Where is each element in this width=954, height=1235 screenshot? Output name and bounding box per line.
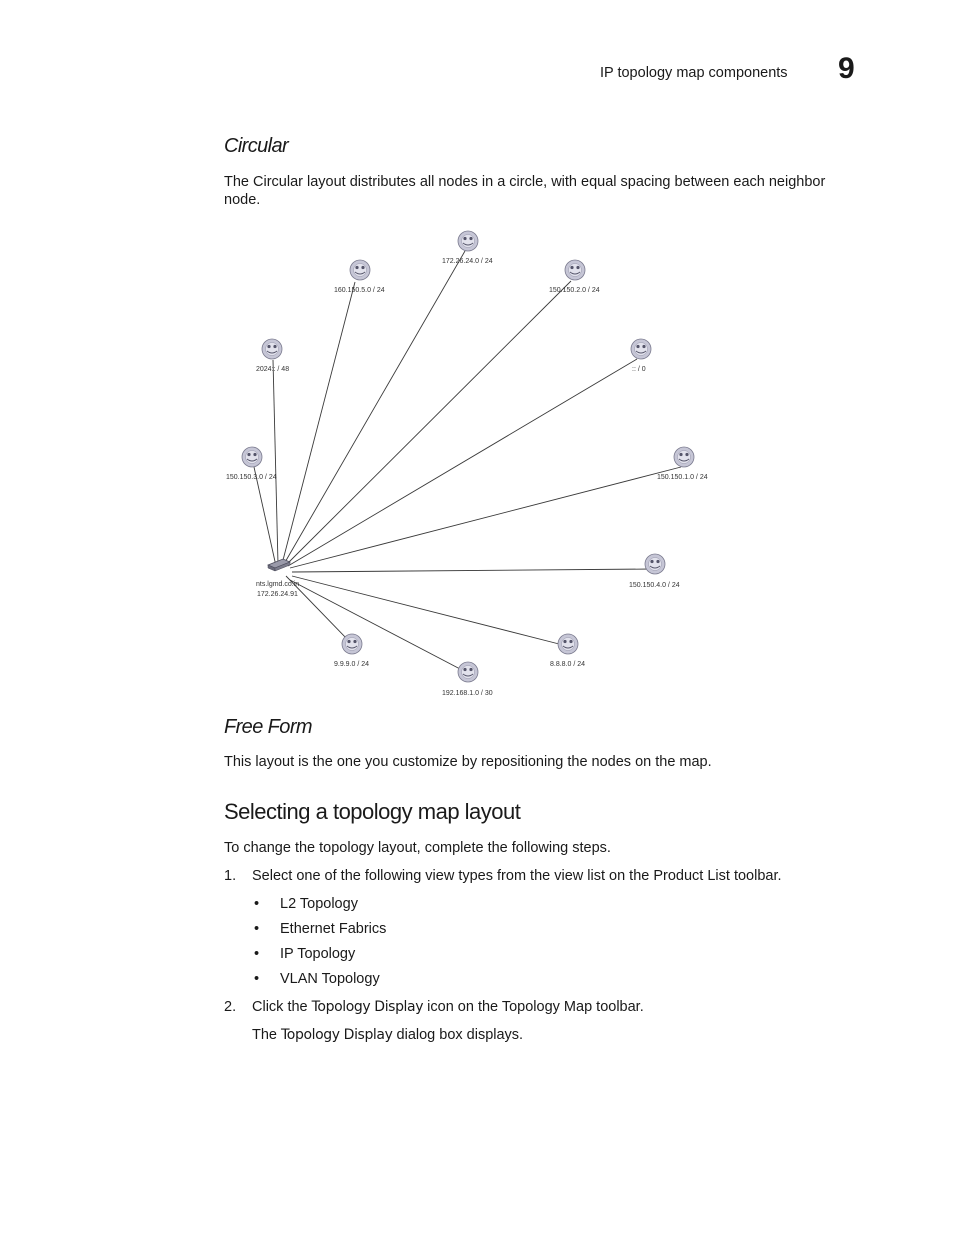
step-text: Select one of the following view types from the view list on the Product List toolbar. <box>252 868 782 884</box>
step-text <box>252 998 852 1016</box>
bullet-item: L2 Topology <box>280 896 358 912</box>
ui-term: Topology Display <box>281 1027 393 1043</box>
network-node-icon <box>674 447 694 467</box>
network-node-icon <box>350 260 370 280</box>
node-label: 150.150.4.0 / 24 <box>629 582 680 589</box>
center-node-label-ip: 172.26.24.91 <box>257 591 298 598</box>
node-label: 2024:: / 48 <box>256 366 290 373</box>
bullet-marker: • <box>254 921 260 937</box>
network-node-icon <box>458 231 478 251</box>
node-label: 150.150.1.0 / 24 <box>657 474 708 481</box>
free-form-heading: Free Form <box>224 716 312 738</box>
center-switch-icon <box>268 559 290 571</box>
chapter-number: 9 <box>838 52 855 85</box>
network-node-icon <box>565 260 585 280</box>
node-label: :: / 0 <box>632 366 646 373</box>
circular-heading: Circular <box>224 135 289 157</box>
network-node-icon <box>645 554 665 574</box>
step-text-pre: Click the <box>252 999 312 1015</box>
network-node-icon <box>262 339 282 359</box>
bullet-marker: • <box>254 896 260 912</box>
network-node-icon <box>558 634 578 654</box>
step-result-text <box>252 1026 852 1044</box>
section-heading: Selecting a topology map layout <box>224 799 521 824</box>
bullet-item: Ethernet Fabrics <box>280 921 387 937</box>
bullet-item: VLAN Topology <box>280 971 380 987</box>
node-label: 150.150.2.0 / 24 <box>549 287 600 294</box>
step-number: 2. <box>224 999 237 1015</box>
bullet-item: IP Topology <box>280 946 356 962</box>
node-label: 150.150.3.0 / 24 <box>226 474 277 481</box>
step-result-pre: The <box>252 1027 282 1043</box>
bullet-marker: • <box>254 971 260 987</box>
network-node-icon <box>242 447 262 467</box>
step-text-post: icon on the Topology Map toolbar. <box>423 999 644 1015</box>
section-intro: To change the topology layout, complete the following steps. <box>224 840 611 856</box>
network-node-icon <box>342 634 362 654</box>
node-label: 8.8.8.0 / 24 <box>550 661 586 668</box>
node-label: 172.26.24.0 / 24 <box>442 258 493 265</box>
network-node-icon <box>458 662 478 682</box>
center-node-label-name: nts.lgmd.co.in <box>256 581 300 588</box>
network-node-icon <box>631 339 651 359</box>
step-result-post: dialog box displays. <box>392 1027 524 1043</box>
bullet-marker: • <box>254 946 260 962</box>
link-lines <box>254 251 681 670</box>
node-label: 9.9.9.0 / 24 <box>334 661 370 668</box>
ui-term: Topology Display <box>311 999 424 1015</box>
free-form-description: This layout is the one you customize by repositioning the nodes on the map. <box>224 754 712 770</box>
circular-description: The Circular layout distributes all nodes in a circle, with equal spacing between each neighbor node. <box>224 174 826 208</box>
node-label: 160.150.5.0 / 24 <box>334 287 385 294</box>
step-number: 1. <box>224 868 237 884</box>
running-header: IP topology map components <box>600 65 788 81</box>
node-label: 192.168.1.0 / 30 <box>442 690 493 697</box>
